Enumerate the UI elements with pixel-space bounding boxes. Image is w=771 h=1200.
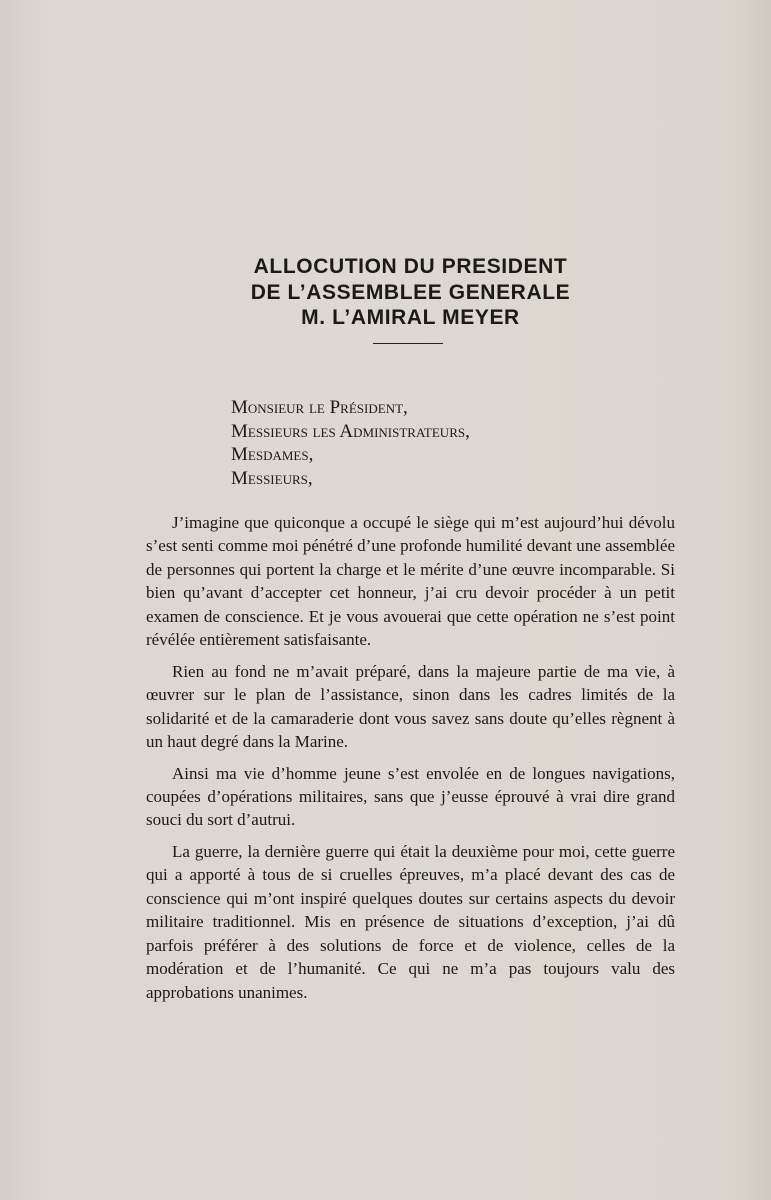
paragraph: Ainsi ma vie d’homme jeune s’est envolée en de longues navigations, coupées d’opérations militaires, sans que j’eusse éprouvé à vrai dire grand souci du sort d’autrui. (146, 763, 675, 830)
title-line: DE L’ASSEMBLEE GENERALE (250, 280, 571, 304)
salutation-line: Messieurs, (231, 467, 313, 489)
paragraph: Rien au fond ne m’avait préparé, dans la majeure partie de ma vie, à œuvrer sur le plan de l’assistance, sinon dans les cadres limités de la solidarité et de la camaraderie dont vous savez sans doute qu’elles règnent à un haut degré dans la Marine. (146, 661, 675, 752)
salutation-line: Mesdames, (231, 444, 314, 465)
document-title (0, 254, 771, 331)
salutation-line: Monsieur le Président, (231, 397, 408, 418)
paragraph: J’imagine que quiconque a occupé le siège qui m’est aujourd’hui dévolu s’est senti comme moi pénétré d’une profonde humilité devant une assemblée de personnes qui portent la charge et le mérite d’une œuvre incomparable. Si bien qu’avant d’accepter cet honneur, j’ai cru devoir procéder à un petit examen de conscience. Et je vous avouerai que cette opération ne s’est point révélée entièrement satisfaisante. (146, 513, 675, 650)
salutation-line: Messieurs les Administrateurs, (231, 420, 470, 442)
title-line: M. L’AMIRAL MEYER (301, 306, 520, 329)
paragraph: La guerre, la dernière guerre qui était la deuxième pour moi, cette guerre qui a apporté à tous de si cruelles épreuves, m’a placé devant des cas de conscience qui m’ont inspiré quelques doutes sur certains aspects du devoir militaire traditionnel. Mis en présence de situations d’exception, j’ai dû parfois préférer à des solutions de force et de violence, celles de la modération et de l’humanité. Ce qui ne m’a pas toujours valu des approbations unanimes. (146, 841, 675, 1002)
title-line: ALLOCUTION DU PRESIDENT (253, 255, 568, 278)
salutation-block (231, 396, 470, 490)
title-divider (373, 343, 443, 344)
speech-body (146, 511, 675, 1012)
